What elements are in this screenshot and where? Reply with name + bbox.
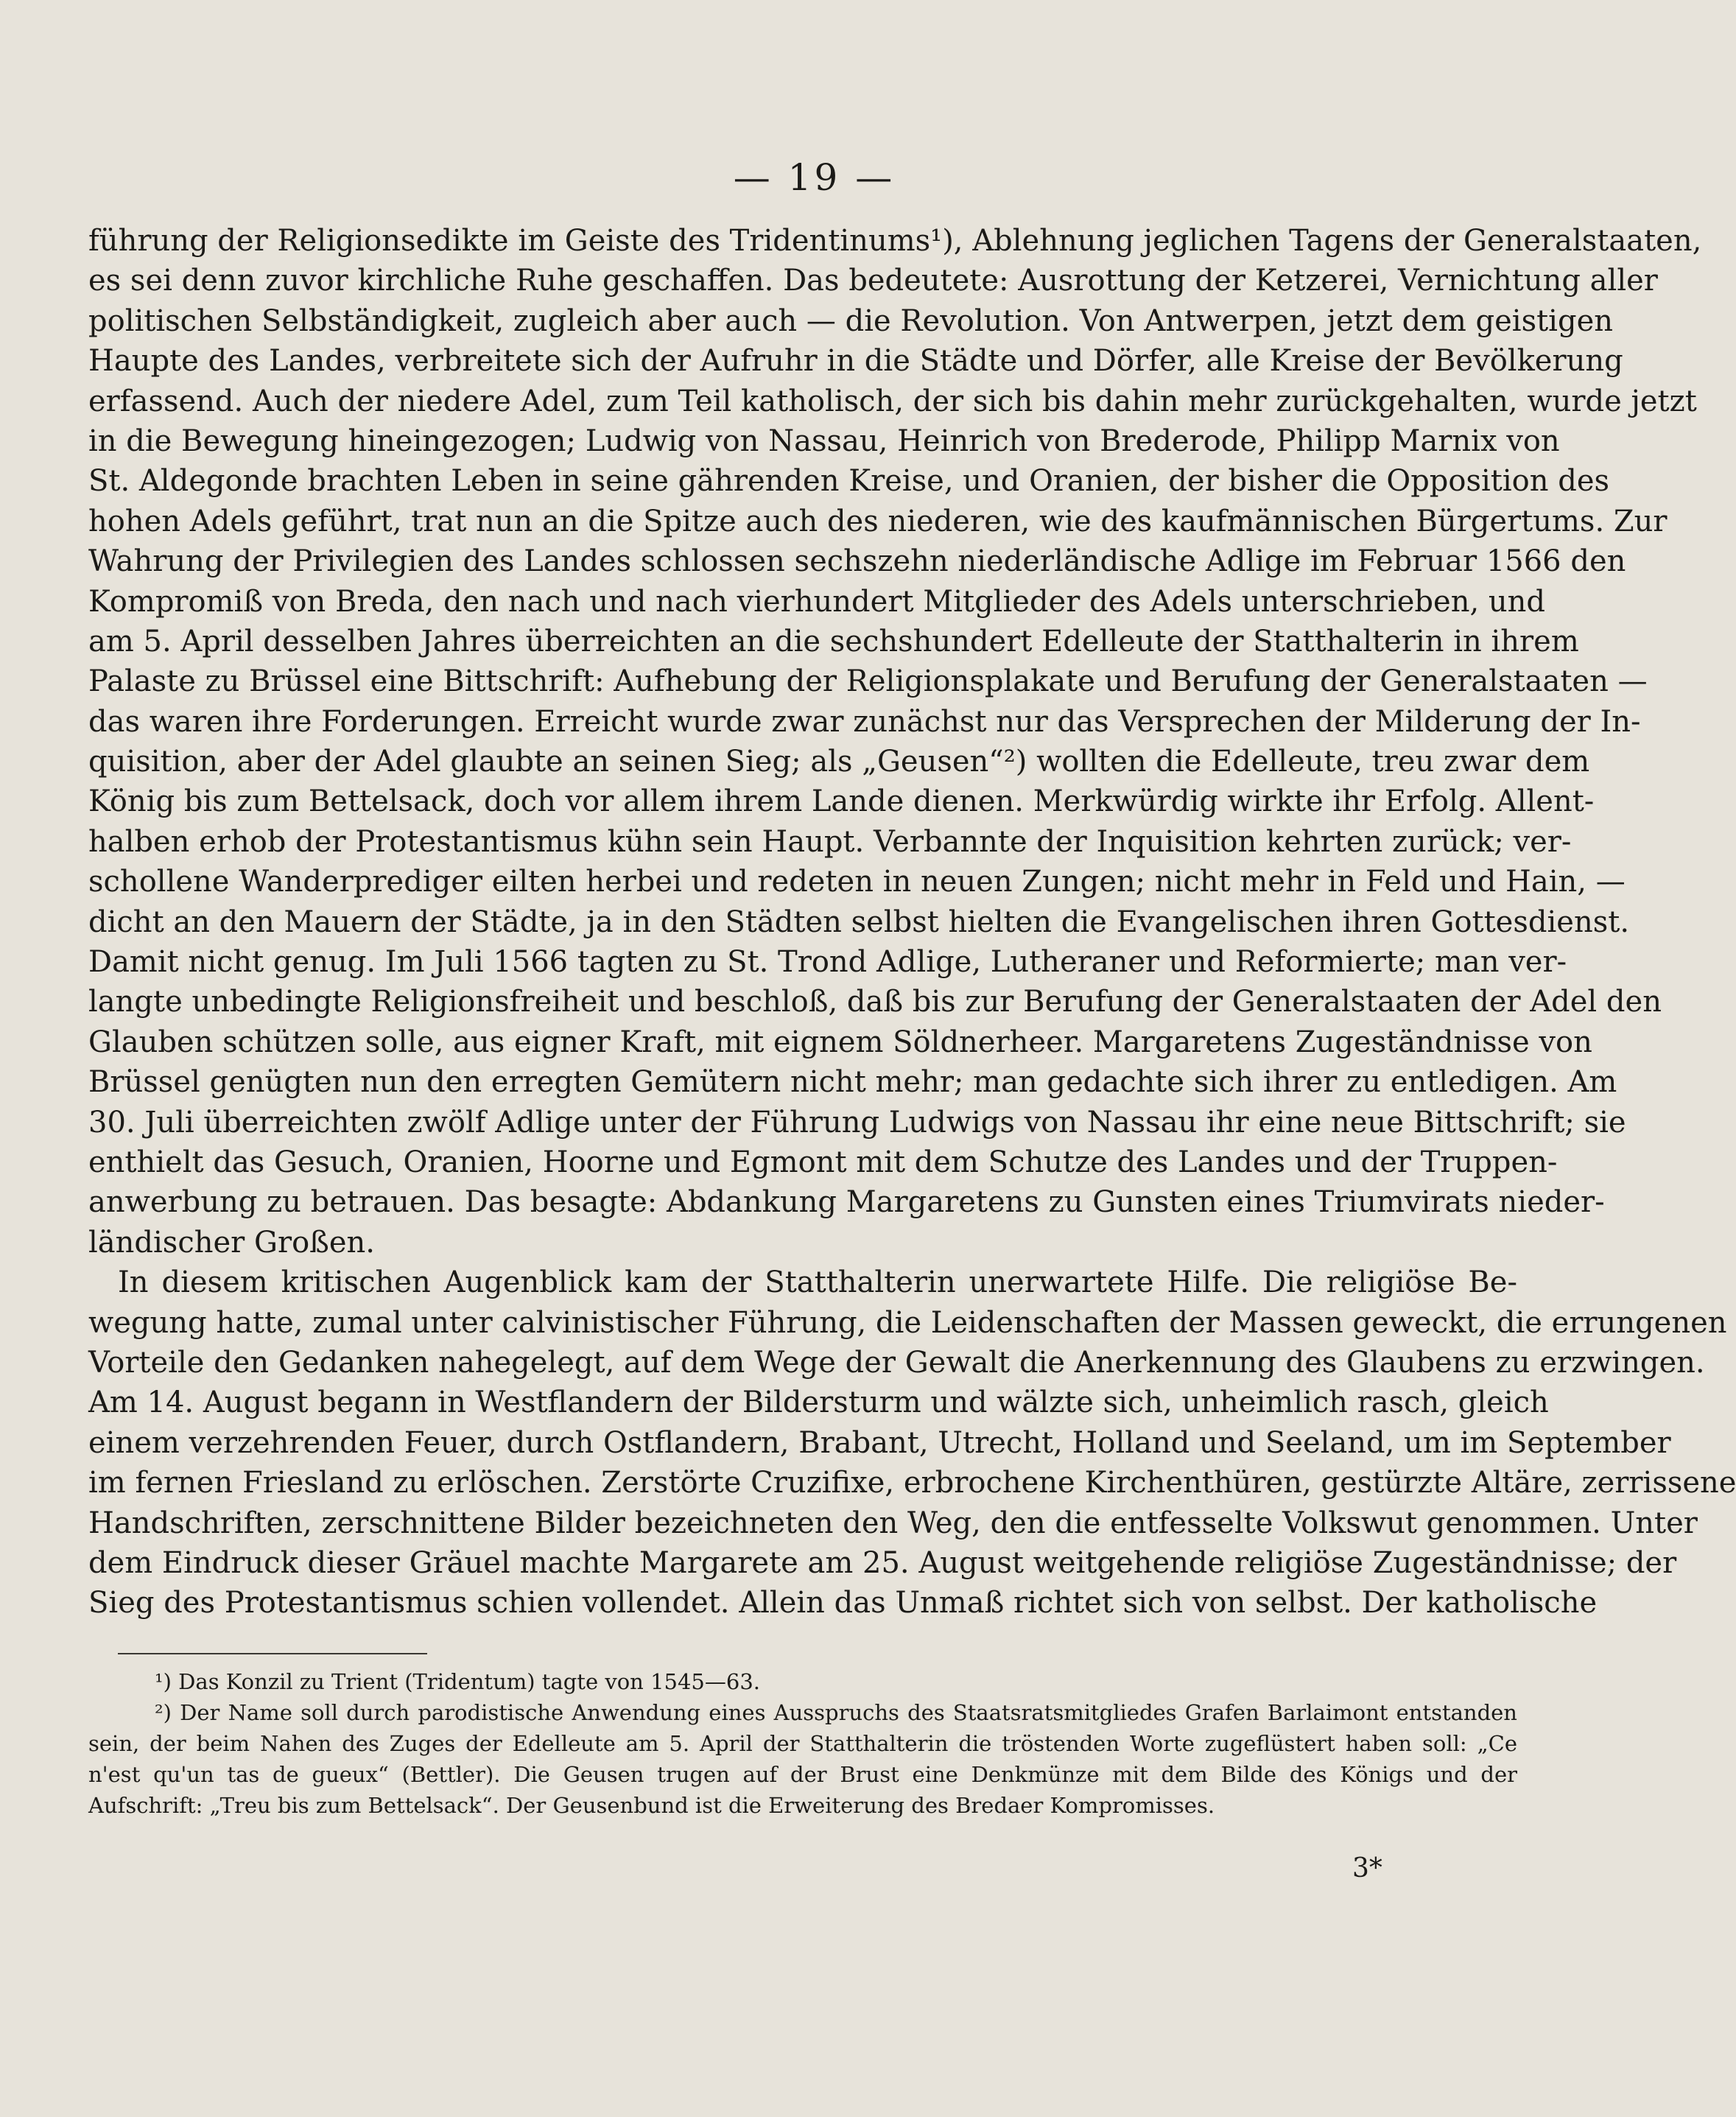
text-line: es sei denn zuvor kirchliche Ruhe geschaffen. Das bedeutete: Ausrottung der Ketzerei, Vernichtung aller [88,264,1658,298]
footnote-line: ¹) Das Konzil zu Trient (Tridentum) tagte von 1545—63. [155,1669,760,1694]
text-line: politischen Selbständigkeit, zugleich aber auch — die Revolution. Von Antwerpen, jetzt dem geistigen [88,303,1613,338]
text-line: Glauben schützen solle, aus eigner Kraft, mit eignem Söldnerheer. Margaretens Zugeständnisse von [88,1025,1592,1059]
text-line: Sieg des Protestantismus schien vollendet. Allein das Unmaß richtet sich von selbst. Der katholische [88,1586,1598,1621]
text-line: das waren ihre Forderungen. Erreicht wurde zwar zunächst nur das Versprechen der Milderung der In- [88,704,1641,739]
text-line: in die Bewegung hineingezogen; Ludwig von Nassau, Heinrich von Brederode, Philipp Marnix von [88,424,1560,458]
text-line: quisition, aber der Adel glaubte an seinen Sieg; als „Geusen“²) wollten die Edelleute, treu zwar dem [88,745,1590,779]
footnote-separator [118,1653,427,1654]
footnote-line: ²) Der Name soll durch parodistische Anwendung eines Ausspruchs des Staatsratsmitgliedes Grafen Barlaimont entstanden [155,1700,1517,1725]
text-line: Am 14. August begann in Westflandern der Bildersturm und wälzte sich, unheimlich rasch, gleich [88,1386,1549,1420]
text-line: Vorteile den Gedanken nahegelegt, auf dem Wege der Gewalt die Anerkennung des Glaubens zu erzwingen. [88,1345,1705,1380]
text-line: Kompromiß von Breda, den nach und nach vierhundert Mitglieder des Adels unterschrieben, und [88,584,1546,619]
signature-mark: 3* [1352,1853,1382,1883]
text-line: 30. Juli überreichten zwölf Adlige unter der Führung Ludwigs von Nassau ihr eine neue Bittschrift; sie [88,1105,1626,1140]
text-line: König bis zum Bettelsack, doch vor allem ihrem Lande dienen. Merkwürdig wirkte ihr Erfolg. Allent- [88,784,1595,819]
text-line: halben erhob der Protestantismus kühn sein Haupt. Verbannte der Inquisition kehrten zurück; ver- [88,824,1572,859]
text-line: erfassend. Auch der niedere Adel, zum Teil katholisch, der sich bis dahin mehr zurückgehalten, wurde jetzt [88,384,1697,418]
text-line: Wahrung der Privilegien des Landes schlossen sechszehn niederländische Adlige im Februar 1566 den [88,544,1626,579]
main-text [88,221,1736,1623]
text-line: enthielt das Gesuch, Oranien, Hoorne und Egmont mit dem Schutze des Landes und der Truppen- [88,1145,1558,1179]
text-line: dicht an den Mauern der Städte, ja in den Städten selbst hielten die Evangelischen ihren Gottesdienst. [88,905,1630,939]
footnote-line: n'est qu'un tas de gueux“ (Bettler). Die Geusen trugen auf der Brust eine Denkmünze mit dem Bilde des Königs und der [88,1762,1517,1787]
text-line: Palaste zu Brüssel eine Bittschrift: Aufhebung der Religionsplakate und Berufung der Generalstaaten — [88,664,1648,699]
text-line: hohen Adels geführt, trat nun an die Spitze auch des niederen, wie des kaufmännischen Bürgertums. Zur [88,504,1668,538]
footnotes [88,1666,1517,1821]
text-line: einem verzehrenden Feuer, durch Ostflandern, Brabant, Utrecht, Holland und Seeland, um im September [88,1425,1671,1460]
text-line: im fernen Friesland zu erlöschen. Zerstörte Cruzifixe, erbrochene Kirchenthüren, gestürzte Altäre, zerrissene [88,1466,1736,1500]
text-line: St. Aldegonde brachten Leben in seine gährenden Kreise, und Oranien, der bisher die Opposition des [88,464,1610,499]
footnote-line: sein, der beim Nahen des Zuges der Edelleute am 5. April der Statthalterin die tröstenden Worte zugeflüstert haben soll: „Ce [88,1731,1517,1756]
page-number: — 19 — [733,156,896,199]
text-line: Haupte des Landes, verbreitete sich der Aufruhr in die Städte und Dörfer, alle Kreise der Bevölkerung [88,344,1623,379]
text-line: am 5. April desselben Jahres überreichten an die sechshundert Edelleute der Statthalterin in ihrem [88,624,1579,659]
text-line: anwerbung zu betrauen. Das besagte: Abdankung Margaretens zu Gunsten eines Triumvirats nieder- [88,1185,1605,1220]
footnote-line: Aufschrift: „Treu bis zum Bettelsack“. Der Geusenbund ist die Erweiterung des Bredaer Kompromisses. [88,1793,1215,1818]
text-line: Damit nicht genug. Im Juli 1566 tagten zu St. Trond Adlige, Lutheraner und Reformierte; man ver- [88,945,1567,980]
text-line: Brüssel genügten nun den erregten Gemütern nicht mehr; man gedachte sich ihrer zu entledigen. Am [88,1065,1617,1100]
text-line: Handschriften, zerschnittene Bilder bezeichneten den Weg, den die entfesselte Volkswut genommen. Unter [88,1506,1698,1540]
text-line: langte unbedingte Religionsfreiheit und beschloß, daß bis zur Berufung der Generalstaaten der Adel den [88,985,1662,1019]
text-line: schollene Wanderprediger eilten herbei und redeten in neuen Zungen; nicht mehr in Feld und Hain, — [88,865,1626,899]
text-line: ländischer Großen. [88,1225,376,1260]
text-line: In diesem kritischen Augenblick kam der Statthalterin unerwartete Hilfe. Die religiöse Be- [118,1265,1517,1300]
text-line: wegung hatte, zumal unter calvinistischer Führung, die Leidenschaften der Massen geweckt, die errungenen [88,1305,1727,1340]
text-line: dem Eindruck dieser Gräuel machte Margarete am 25. August weitgehende religiöse Zugeständnisse; der [88,1545,1677,1580]
text-line: führung der Religionsedikte im Geiste des Tridentinums¹), Ablehnung jeglichen Tagens der Generalstaaten, [88,224,1702,258]
